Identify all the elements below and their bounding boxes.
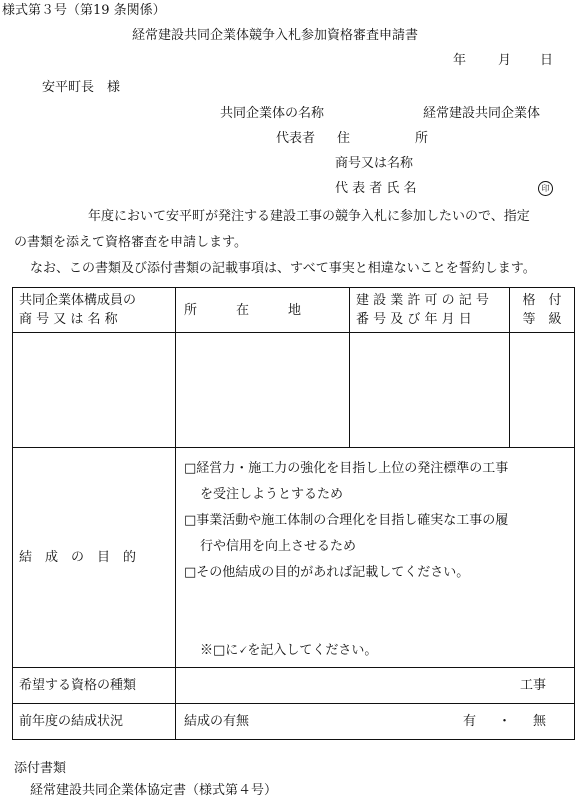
jv-name-label: 共同企業体の名称 bbox=[220, 106, 325, 121]
trade-name-label: 商号又は名称 bbox=[335, 156, 414, 171]
body-line-2: の書類を添えて資格審査を申請します。 bbox=[14, 235, 247, 250]
table-header-row bbox=[13, 288, 575, 333]
member-name-cell[interactable] bbox=[13, 333, 176, 448]
previous-status-value-cell bbox=[176, 704, 575, 740]
purpose-row bbox=[13, 448, 575, 668]
header-license bbox=[350, 288, 510, 333]
qualification-row bbox=[13, 668, 575, 704]
form-title: 経常建設共同企業体競争入札参加資格審査申請書 bbox=[132, 28, 419, 43]
member-rating-cell[interactable] bbox=[510, 333, 575, 448]
member-entry-row bbox=[13, 333, 575, 448]
previous-status-row bbox=[13, 704, 575, 740]
qualification-label: 希望する資格の種類 bbox=[19, 678, 137, 693]
purpose-label: 結 成 の 目 的 bbox=[19, 550, 137, 565]
purpose-option-2-line2: 行や信用を向上させるため bbox=[200, 539, 357, 554]
previous-status-label: 前年度の結成状況 bbox=[19, 714, 124, 729]
option-yes[interactable]: 有 bbox=[462, 714, 476, 729]
header-rating-line1: 格 付 bbox=[522, 293, 562, 308]
header-location-text: 所 在 地 bbox=[184, 302, 302, 318]
body-line-1: 年度において安平町が発注する建設工事の競争入札に参加したいので、指定 bbox=[88, 209, 530, 224]
header-rating-line2: 等 級 bbox=[522, 312, 562, 327]
member-location-cell[interactable] bbox=[176, 333, 350, 448]
jv-name-value: 経常建設共同企業体 bbox=[423, 106, 541, 121]
application-table bbox=[12, 287, 575, 740]
header-license-line1: 建 設 業 許 可 の 記 号 bbox=[356, 293, 489, 308]
purpose-option-1-line1: □経営力・施工力の強化を目指し上位の発注標準の工事 bbox=[184, 461, 509, 476]
member-license-cell[interactable] bbox=[350, 333, 510, 448]
header-member-line1: 共同企業体構成員の bbox=[19, 293, 137, 308]
purpose-option-1-line2: を受注しようとするため bbox=[200, 487, 344, 502]
header-rating bbox=[510, 288, 575, 333]
date-day-label: 日 bbox=[540, 53, 554, 68]
qualification-value-cell[interactable] bbox=[176, 668, 575, 704]
header-member-name bbox=[13, 288, 176, 333]
purpose-option-2-line1: □事業活動や施工体制の合理化を目指し確実な工事の履 bbox=[184, 513, 509, 528]
date-year-label: 年 bbox=[453, 53, 467, 68]
addressee: 安平町長 様 bbox=[42, 80, 121, 95]
purpose-label-cell bbox=[13, 448, 176, 668]
purpose-option-1[interactable] bbox=[184, 462, 508, 475]
option-no[interactable]: 無 bbox=[532, 714, 546, 729]
previous-status-label-cell bbox=[13, 704, 176, 740]
qualification-label-cell bbox=[13, 668, 176, 704]
attachment-item-1: 経常建設共同企業体協定書（様式第４号） bbox=[30, 783, 278, 798]
address-label: 住 所 bbox=[337, 131, 429, 146]
date-month-label: 月 bbox=[498, 53, 512, 68]
formation-existence-label: 結成の有無 bbox=[184, 714, 250, 729]
representative-name-label: 代 表 者 氏 名 bbox=[335, 181, 417, 196]
attachments-heading: 添付書類 bbox=[14, 761, 67, 776]
seal-mark: 印 bbox=[538, 181, 553, 196]
purpose-note: ※□に🗸を記入してください。 bbox=[200, 643, 378, 658]
representative-label: 代表者 bbox=[276, 131, 316, 146]
form-number: 様式第３号（第19 条関係） bbox=[2, 3, 166, 18]
option-separator: ・ bbox=[497, 714, 511, 729]
purpose-option-3[interactable]: □その他結成の目的があれば記載してください。 bbox=[184, 565, 470, 580]
header-license-line2: 番 号 及 び 年 月 日 bbox=[356, 312, 472, 327]
header-location bbox=[176, 288, 350, 333]
purpose-option-2[interactable] bbox=[184, 514, 508, 527]
purpose-options-cell bbox=[176, 448, 575, 668]
qualification-value: 工事 bbox=[519, 678, 546, 693]
header-member-line2: 商 号 又 は 名 称 bbox=[19, 312, 118, 327]
body-line-3: なお、この書類及び添付書類の記載事項は、すべて事実と相違ないことを誓約します。 bbox=[30, 261, 536, 276]
